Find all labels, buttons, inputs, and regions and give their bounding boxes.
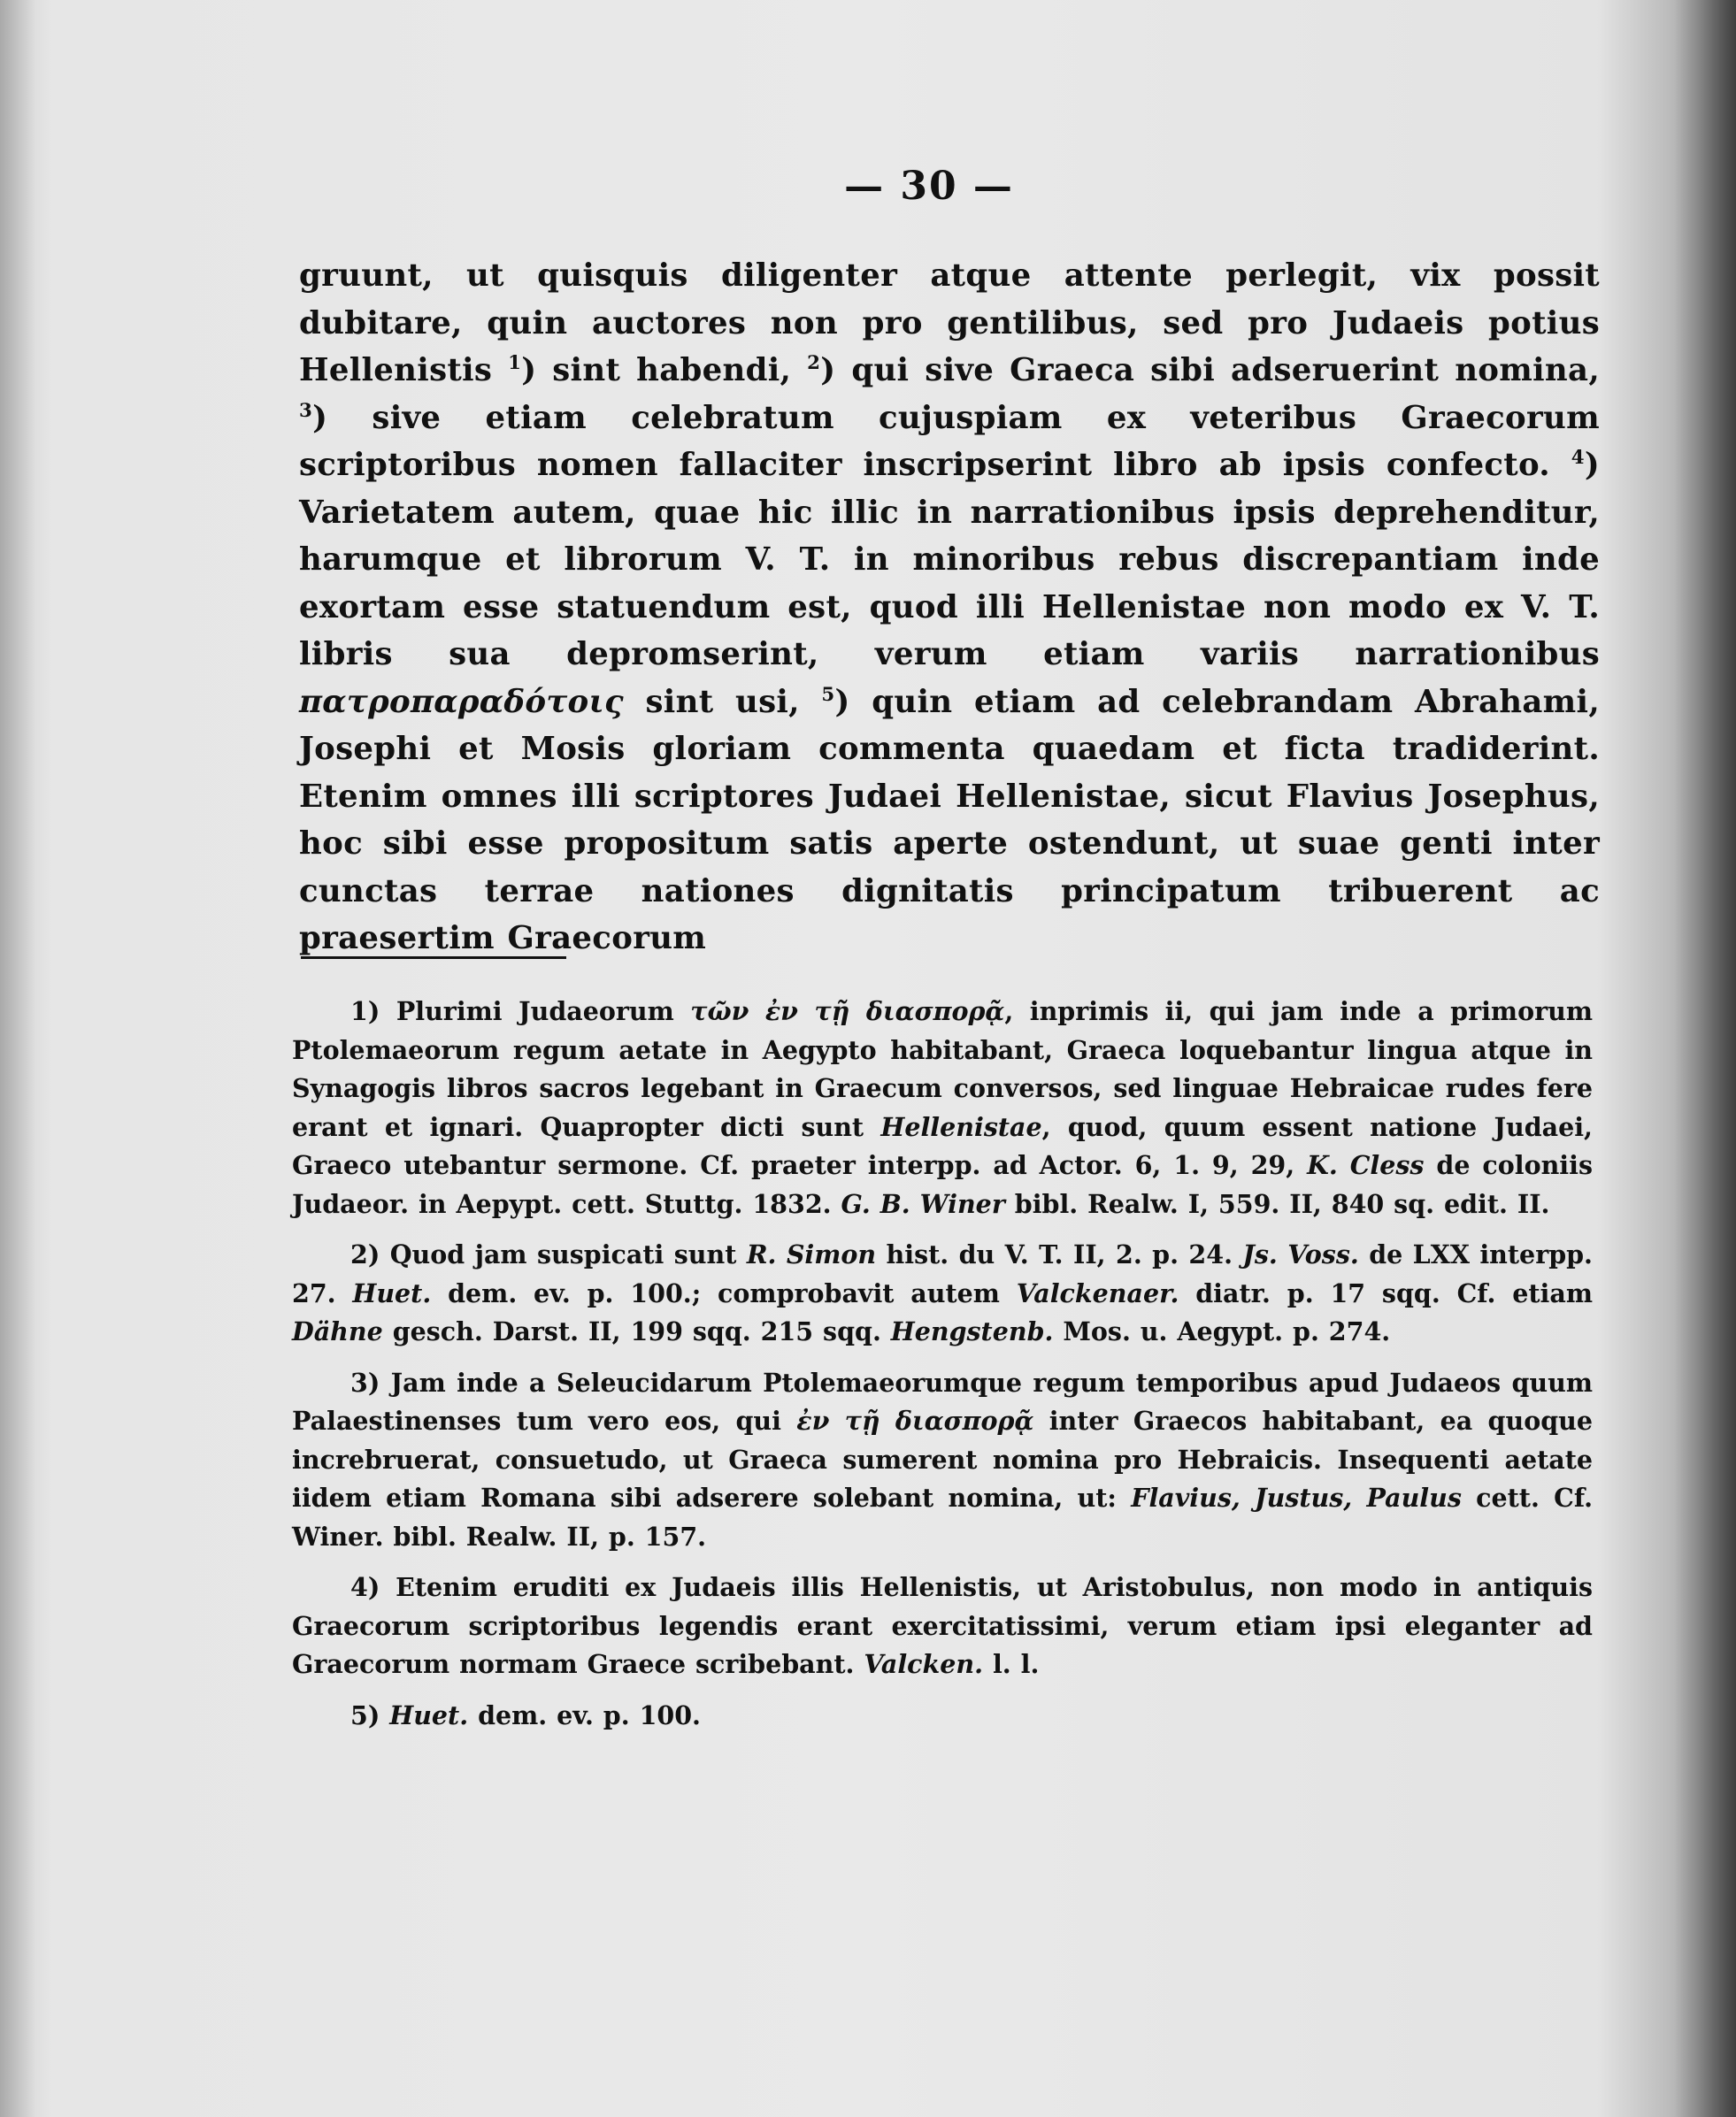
author-name: Hengstenb. — [890, 1316, 1054, 1346]
text-run: ) quin etiam ad celebrandam Abrahami, Josephi et Mosis gloriam commenta quaedam et ficta tradiderint. Etenim omnes illi scriptores Judaei Hellenistae, sicut Flavius Josephus, hoc sibi esse propositum satis aperte ostendunt, ut suae genti inter cunctas terrae nationes dignitatis principatum tribuerent ac praesertim Graecorum — [299, 683, 1600, 956]
footnote-4 — [292, 1569, 1593, 1684]
text-run: gruunt, ut quisquis diligenter atque attente perlegit, vix possit dubitare, quin auctores non pro gentilibus, sed pro Judaeis potius Hellenistis — [299, 257, 1600, 388]
text-run: Jam inde a Seleucidarum Ptolemaeorumque regum temporibus apud Judaeos quum Palaestinenses tum vero eos, qui — [292, 1367, 1593, 1436]
author-name: Valcken. — [864, 1649, 984, 1679]
text-run: l. l. — [983, 1649, 1040, 1679]
footnote-ref-3: 3 — [299, 399, 313, 422]
text-run: sint usi, — [623, 683, 822, 720]
footnote-3 — [292, 1364, 1593, 1557]
greek-term: ἐν τῇ διασπορᾷ — [796, 1406, 1034, 1436]
text-run: , quod, quum essent natione Judaei, Graeco utebantur sermone. Cf. praeter interpp. ad Actor. 6, 1. 9, 29, — [292, 1111, 1593, 1180]
author-name: K. Cless — [1307, 1150, 1425, 1180]
author-name: Huet. — [389, 1699, 469, 1730]
footnote-5 — [292, 1697, 1593, 1736]
text-run: , inprimis ii, qui jam inde a primorum Ptolemaeorum regum aetate in Aegypto habitabant, Graeca loquebantur lingua atque in Synagogis libros sacros legebant in Graecum conversos, sed linguae Hebraicae rudes fere erant et ignari. Quapropter dicti sunt — [292, 996, 1593, 1142]
footnote-marker: 4) — [350, 1572, 380, 1602]
author-name: R. Simon — [746, 1239, 877, 1269]
text-run: Etenim eruditi ex Judaeis illis Hellenistis, ut Aristobulus, non modo in antiquis Graecorum scriptoribus legendis erant exercitatissimi, verum etiam ipsi eleganter ad Graecorum normam Graece scribebant. — [292, 1572, 1593, 1679]
text-run: ) Varietatem autem, quae hic illic in narrationibus ipsis deprehenditur, harumque et librorum V. T. in minoribus rebus discrepantiam inde exortam esse statuendum est, quod illi Hellenistae non modo ex V. T. libris sua depromserint, verum etiam variis narrationibus — [299, 447, 1600, 672]
page-number: — 30 — — [844, 164, 1014, 209]
footnote-ref-1: 1 — [508, 352, 522, 375]
greek-term: τῶν ἐν τῇ διασπορᾷ — [690, 996, 1005, 1026]
text-run: Mos. u. Aegypt. p. 274. — [1053, 1316, 1391, 1346]
greek-term: πατροπαραδότοις — [299, 683, 624, 720]
footnote-marker: 2) — [350, 1239, 380, 1269]
footnote-ref-5: 5 — [821, 683, 835, 706]
text-run: ) qui sive Graeca sibi adseruerint nomina, — [820, 352, 1600, 388]
text-run: dem. ev. p. 100. — [468, 1699, 701, 1730]
text-run: diatr. p. 17 sqq. Cf. etiam — [1179, 1277, 1593, 1308]
footnote-marker: 5) — [350, 1699, 380, 1730]
text-run: ) sint habendi, — [521, 352, 808, 388]
text-run: gesch. Darst. II, 199 sqq. 215 sqq. — [382, 1316, 891, 1346]
main-text — [299, 252, 1600, 963]
author-name: G. B. Winer — [841, 1188, 1005, 1219]
author-name: Dähne — [292, 1316, 383, 1346]
footnotes — [292, 993, 1593, 1747]
footnote-1 — [292, 993, 1593, 1223]
author-name: Huet. — [352, 1277, 432, 1308]
page-shadow-left — [0, 0, 35, 2117]
main-paragraph — [299, 252, 1600, 963]
page-shadow-right — [1674, 0, 1736, 2117]
text-run: ) sive etiam celebratum cujuspiam ex veteribus Graecorum scriptoribus nomen fallaciter inscripserint libro ab ipsis confecto. — [299, 399, 1600, 483]
text-run: inter Graecos habitabant, ea quoque increbruerat, consuetudo, ut Graeca sumerent nomina pro Hebraicis. Insequenti aetate iidem etiam Romana sibi adserere solebant nomina, ut: — [292, 1406, 1593, 1513]
text-run: cett. Cf. Winer. bibl. Realw. II, p. 157. — [292, 1483, 1593, 1552]
footnote-divider — [301, 956, 566, 959]
text-run: Plurimi Judaeorum — [380, 996, 691, 1026]
text-run: bibl. Realw. I, 559. II, 840 sq. edit. II. — [1004, 1188, 1550, 1219]
italic-term: Hellenistae — [880, 1111, 1042, 1142]
text-run — [380, 1700, 389, 1730]
text-run: dem. ev. p. 100.; comprobavit autem — [431, 1277, 1017, 1308]
footnote-ref-4: 4 — [1571, 447, 1585, 470]
author-name: Js. Voss. — [1242, 1239, 1359, 1269]
text-run: de coloniis Judaeor. in Aepypt. cett. Stuttg. 1832. — [292, 1150, 1593, 1219]
footnote-ref-2: 2 — [807, 352, 821, 375]
footnote-2 — [292, 1236, 1593, 1352]
text-run: de LXX interpp. 27. — [292, 1239, 1593, 1308]
text-run: Quod jam suspicati sunt — [380, 1239, 747, 1269]
text-run: hist. du V. T. II, 2. p. 24. — [876, 1239, 1243, 1269]
author-name: Valckenaer. — [1016, 1277, 1179, 1308]
footnote-marker: 3) — [350, 1367, 380, 1398]
italic-term: Flavius, Justus, Paulus — [1131, 1483, 1462, 1513]
footnote-marker: 1) — [350, 996, 380, 1026]
